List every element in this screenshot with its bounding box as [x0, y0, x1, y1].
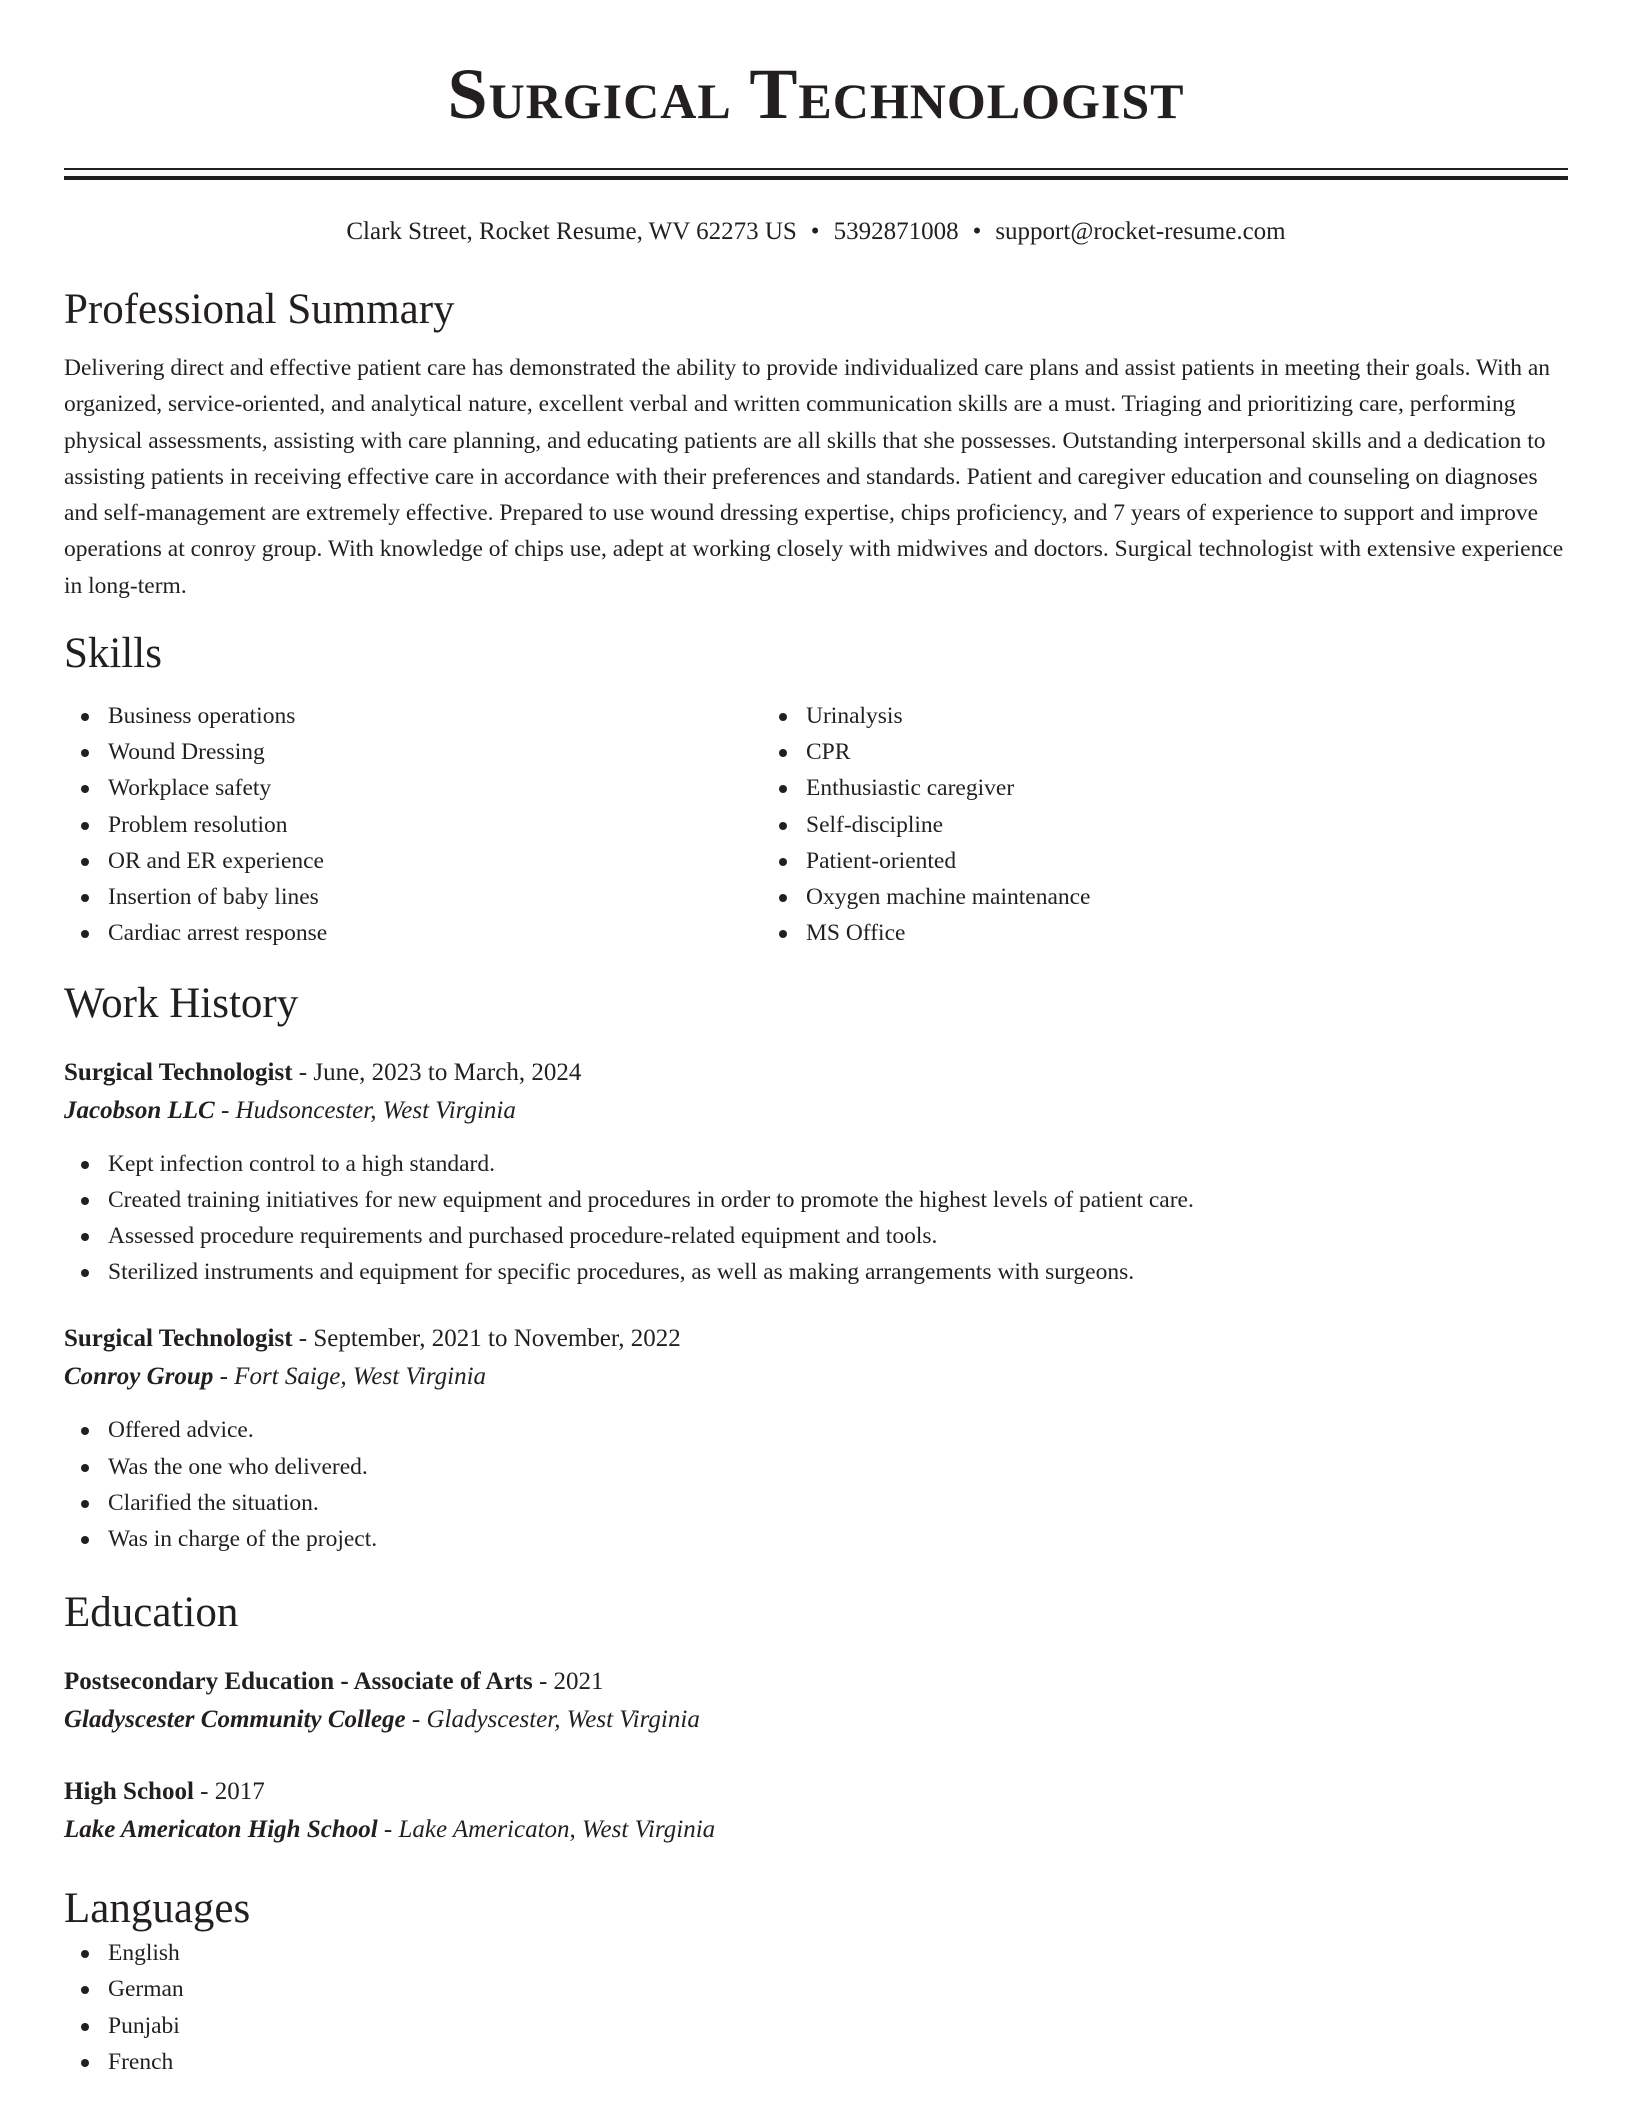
- job-bullet: Offered advice.: [108, 1412, 1568, 1448]
- skills-column-right: [762, 698, 1460, 951]
- skill-item: Workplace safety: [108, 770, 762, 806]
- job-company: Jacobson LLC: [64, 1096, 215, 1124]
- job-dates: - June, 2023 to March, 2024: [292, 1058, 582, 1086]
- skills-column-left: [64, 698, 762, 951]
- job-bullet: Clarified the situation.: [108, 1485, 1568, 1521]
- job-entry: [64, 1054, 1568, 1291]
- education-degree: Postsecondary Education - Associate of Arts: [64, 1668, 533, 1696]
- education-school-line: [64, 1701, 1568, 1739]
- education-school: Gladyscester Community College: [64, 1706, 406, 1734]
- skill-item: Self-discipline: [806, 807, 1460, 843]
- education-school-line: [64, 1811, 1568, 1849]
- job-location: - Fort Saige, West Virginia: [213, 1363, 487, 1391]
- skill-item: Insertion of baby lines: [108, 879, 762, 915]
- skill-item: Problem resolution: [108, 807, 762, 843]
- job-bullet: Sterilized instruments and equipment for specific procedures, as well as making arrangements with surgeons.: [108, 1254, 1568, 1290]
- job-company: Conroy Group: [64, 1363, 214, 1391]
- education-school: Lake Americaton High School: [64, 1816, 378, 1844]
- section-title-education: Education: [64, 1589, 239, 1637]
- bullet-separator-icon: •: [810, 218, 820, 245]
- skill-item: Cardiac arrest response: [108, 915, 762, 951]
- education-year: - 2017: [193, 1778, 265, 1806]
- languages-list: [64, 1935, 1568, 2080]
- skill-item: Oxygen machine maintenance: [806, 879, 1460, 915]
- language-item: German: [108, 1971, 1568, 2007]
- education-year: - 2021: [532, 1668, 604, 1696]
- section-title-work-history: Work History: [64, 979, 299, 1027]
- contact-phone: 5392871008: [833, 218, 959, 245]
- skills-list: [64, 698, 1568, 951]
- job-bullets: [64, 1146, 1568, 1291]
- section-title-skills: Skills: [64, 630, 162, 678]
- bullet-separator-icon: •: [972, 218, 982, 245]
- job-dates: - September, 2021 to November, 2022: [292, 1325, 681, 1353]
- education-heading: [64, 1663, 1568, 1701]
- language-item: English: [108, 1935, 1568, 1971]
- education-degree: High School: [64, 1778, 194, 1806]
- skill-item: Patient-oriented: [806, 843, 1460, 879]
- education-entry: [64, 1773, 1568, 1849]
- job-bullets: [64, 1412, 1568, 1557]
- job-entry: [64, 1320, 1568, 1557]
- language-item: Punjabi: [108, 2008, 1568, 2044]
- resume-name: Surgical Technologist: [447, 54, 1185, 134]
- contact-address: Clark Street, Rocket Resume, WV 62273 US: [346, 218, 797, 245]
- skill-item: MS Office: [806, 915, 1460, 951]
- education-entry: [64, 1663, 1568, 1739]
- job-company-line: [64, 1092, 1568, 1130]
- skill-item: Enthusiastic caregiver: [806, 770, 1460, 806]
- job-role: Surgical Technologist: [64, 1058, 293, 1086]
- contact-line: [64, 216, 1568, 248]
- education-location: - Gladyscester, West Virginia: [405, 1706, 700, 1734]
- skill-item: CPR: [806, 734, 1460, 770]
- header-divider-thick: [64, 176, 1568, 180]
- summary-text: Delivering direct and effective patient care has demonstrated the ability to provide individualized care plans and assist patients in meeting their goals. With an organized, service-oriented, and analytical nature, excellent verbal and written communication skills are a must. Triaging and prioritizing care, performing physical assessments, assisting with care planning, and educating patients are all skills that she possesses. Outstanding interpersonal skills and a dedication to assisting patients in receiving effective care in accordance with their preferences and standards. Patient and caregiver education and counseling on diagnoses and self-management are extremely effective. Prepared to use wound dressing expertise, chips proficiency, and 7 years of experience to support and improve operations at conroy group. With knowledge of chips use, adept at working closely with midwives and doctors. Surgical technologist with extensive experience in long-term.: [64, 355, 1564, 599]
- skill-item: OR and ER experience: [108, 843, 762, 879]
- job-heading: [64, 1054, 1568, 1092]
- skill-item: Urinalysis: [806, 698, 1460, 734]
- education-location: - Lake Americaton, West Virginia: [377, 1816, 716, 1844]
- job-location: - Hudsoncester, West Virginia: [214, 1096, 516, 1124]
- job-role: Surgical Technologist: [64, 1325, 293, 1353]
- job-heading: [64, 1320, 1568, 1358]
- resume-page: [64, 0, 1568, 2080]
- job-company-line: [64, 1358, 1568, 1396]
- job-bullet: Kept infection control to a high standard.: [108, 1146, 1568, 1182]
- section-title-summary: Professional Summary: [64, 286, 455, 333]
- job-bullet: Assessed procedure requirements and purchased procedure-related equipment and tools.: [108, 1218, 1568, 1254]
- job-bullet: Was in charge of the project.: [108, 1521, 1568, 1557]
- job-bullet: Created training initiatives for new equipment and procedures in order to promote the highest levels of patient care.: [108, 1182, 1568, 1218]
- language-item: French: [108, 2044, 1568, 2080]
- education-heading: [64, 1773, 1568, 1811]
- contact-email: support@rocket-resume.com: [995, 218, 1286, 245]
- section-title-languages: Languages: [64, 1885, 251, 1933]
- header-divider-thin: [64, 168, 1568, 170]
- skill-item: Wound Dressing: [108, 734, 762, 770]
- skill-item: Business operations: [108, 698, 762, 734]
- job-bullet: Was the one who delivered.: [108, 1449, 1568, 1485]
